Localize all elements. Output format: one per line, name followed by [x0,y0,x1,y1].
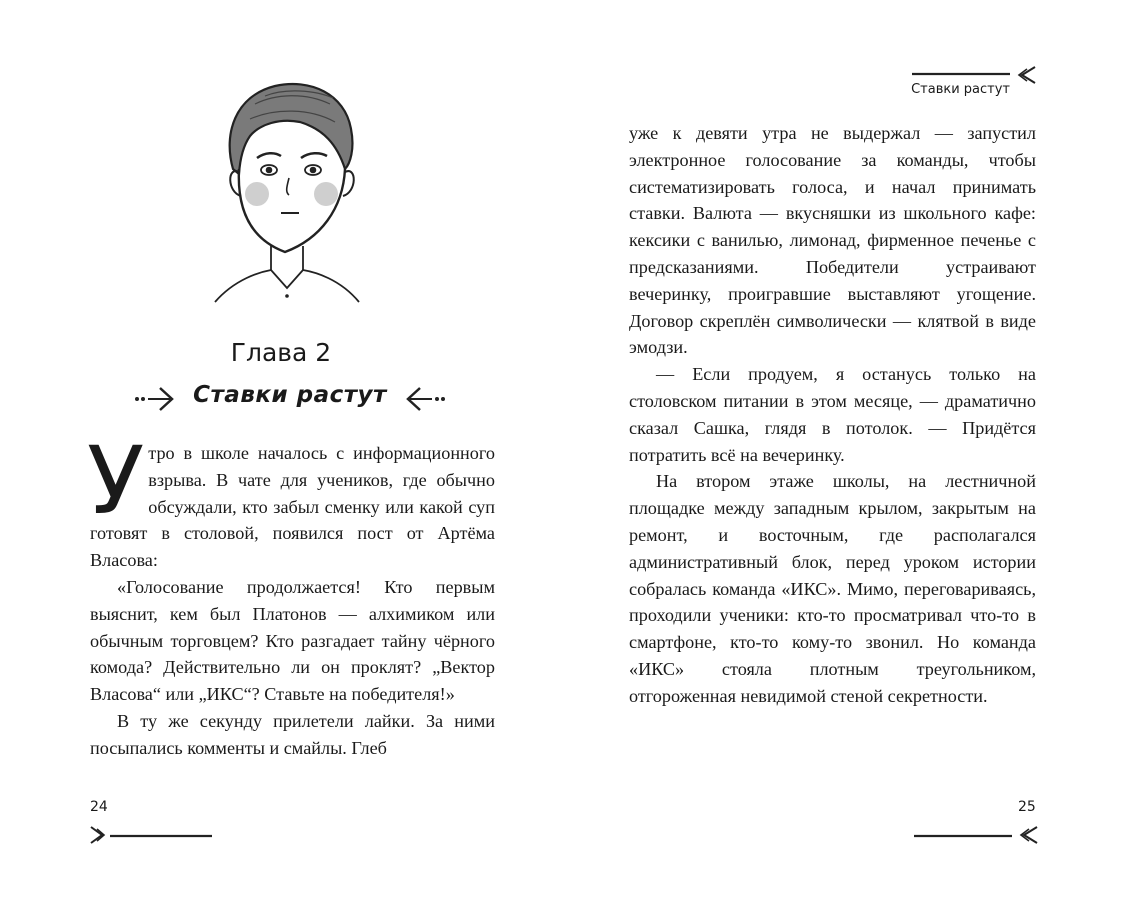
paragraph: В ту же секунду прилетели лайки. За ними посыпались комменты и смайлы. Глеб [90,710,495,758]
page-number: 24 [90,799,108,815]
paragraph: На втором этаже школы, на лестничной площадке между западным крылом, закрытым на ремонт, и восточным, где располагался административный блок, перед уроком истории собралась команда «ИКС». Мимо, переговариваясь, проходили ученики: кто-то просматривал что-то в смартфоне, кто-то кому-то звонил. Но команда «ИКС» стояла плотным треугольником, отгороженная невидимой стеной секретности. [629,471,1036,706]
chapter-title: Ставки растут [193,382,387,408]
right-body-text [629,120,1036,710]
paragraph: — Если продуем, я останусь только на столовском питании в этом месяце, — драматично сказал Сашка, глядя в потолок. — Придётся потратить всё на вечеринку. [629,364,1036,465]
running-head: Ставки растут [911,82,1010,97]
left-page [0,0,562,911]
paragraph: уже к девяти утра не выдержал — запустил электронное голосование за команды, чтобы систематизировать голоса, и начал принимать ставки. Валюта — вкусняшки из школьного кафе: кексики с ванилью, лимонад, фирменное печенье с предсказаниями. Победители устраивают вечеринку, проигравшие выставляют угощение. Договор скреплён символически — клятвой в виде эмодзи. [629,123,1036,358]
page-number: 25 [1018,799,1036,815]
right-title-ornament-icon [402,384,446,414]
left-body-text [87,427,495,762]
bottom-left-ornament-icon [88,824,216,846]
paragraph: «Голосование продолжается! Кто первым выяснит, кем был Платонов — алхимиком или обычным торговцем? Кто разгадает тайну чёрного комода? Действительно ли он проклят? „Вектор Власова“ или „ИКС“? Ставьте на победителя!» [90,576,495,705]
drop-cap: У [87,427,145,536]
right-page [562,0,1125,911]
chapter-number: Глава 2 [230,338,332,367]
bottom-right-ornament-icon [912,824,1042,846]
paragraph: Утро в школе началось с информационного взрыва. В чате для учеников, где обычно обсуждали, кто забыл сменку или какой суп готовят в столовой, появился пост от Артёма Власова: [87,427,495,571]
boy-portrait-icon [205,74,370,304]
chapter-title-block [134,380,446,420]
